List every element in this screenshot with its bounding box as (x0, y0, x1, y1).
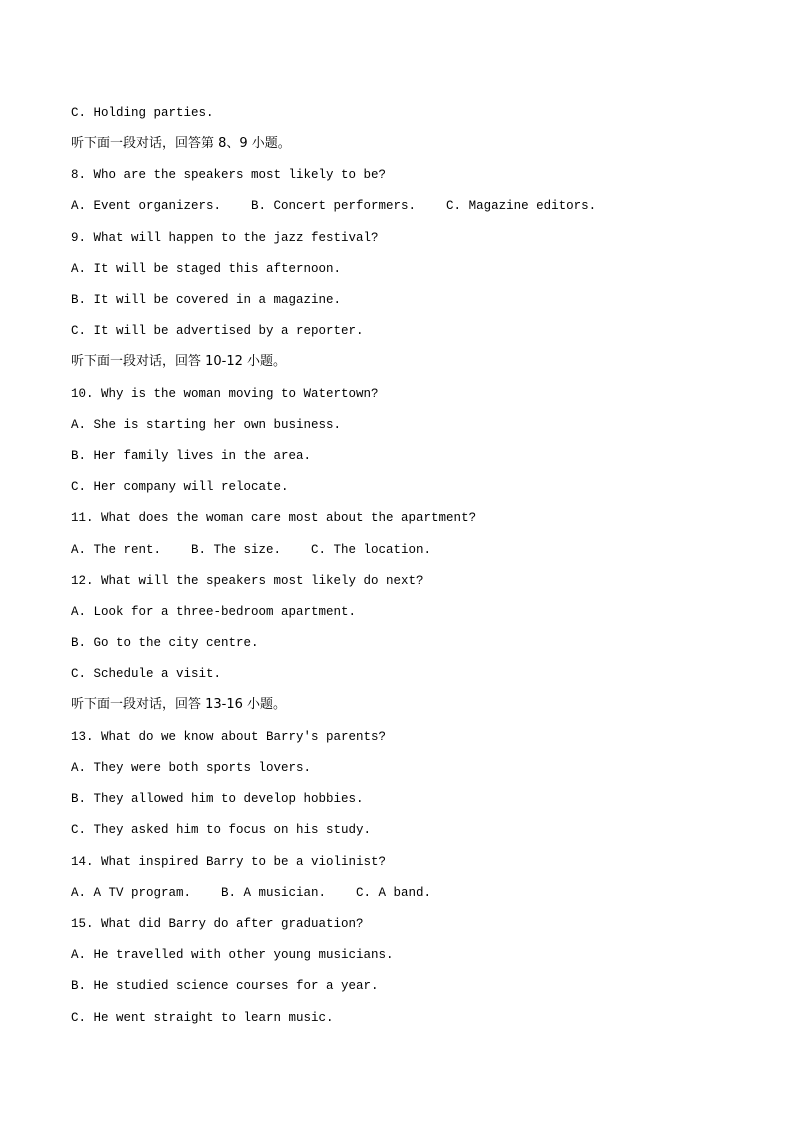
option-line: B. They allowed him to develop hobbies. (71, 792, 364, 806)
option-line: A. Event organizers. B. Concert performers. C. Magazine editors. (71, 199, 597, 213)
section-instruction: 听下面一段对话，回答第 8、9 小题。 (71, 136, 291, 151)
option-line: C. Schedule a visit. (71, 667, 222, 681)
question-line: 12. What will the speakers most likely do next? (71, 574, 424, 588)
option-line: B. Her family lives in the area. (71, 449, 312, 463)
option-line: C. He went straight to learn music. (71, 1011, 334, 1025)
option-line: A. She is starting her own business. (71, 418, 342, 432)
question-line: 13. What do we know about Barry's parents? (71, 730, 387, 744)
question-line: 9. What will happen to the jazz festival? (71, 231, 379, 245)
option-line: A. A TV program. B. A musician. C. A band. (71, 886, 432, 900)
option-line: A. It will be staged this afternoon. (71, 262, 342, 276)
option-line: A. They were both sports lovers. (71, 761, 312, 775)
option-line: C. It will be advertised by a reporter. (71, 324, 364, 338)
option-line: A. He travelled with other young musicians. (71, 948, 394, 962)
option-line: A. The rent. B. The size. C. The location. (71, 543, 432, 557)
option-line: C. They asked him to focus on his study. (71, 823, 372, 837)
section-instruction: 听下面一段对话，回答 13-16 小题。 (71, 697, 287, 712)
option-line: B. Go to the city centre. (71, 636, 259, 650)
section-instruction: 听下面一段对话，回答 10-12 小题。 (71, 354, 287, 369)
option-line: B. It will be covered in a magazine. (71, 293, 342, 307)
option-line: C. Her company will relocate. (71, 480, 289, 494)
question-line: 11. What does the woman care most about the apartment? (71, 511, 477, 525)
question-line: 15. What did Barry do after graduation? (71, 917, 364, 931)
question-line: 8. Who are the speakers most likely to be? (71, 168, 387, 182)
question-line: 14. What inspired Barry to be a violinist? (71, 855, 387, 869)
option-line: B. He studied science courses for a year. (71, 979, 379, 993)
question-line: 10. Why is the woman moving to Watertown? (71, 387, 379, 401)
option-line: C. Holding parties. (71, 106, 214, 120)
option-line: A. Look for a three-bedroom apartment. (71, 605, 357, 619)
